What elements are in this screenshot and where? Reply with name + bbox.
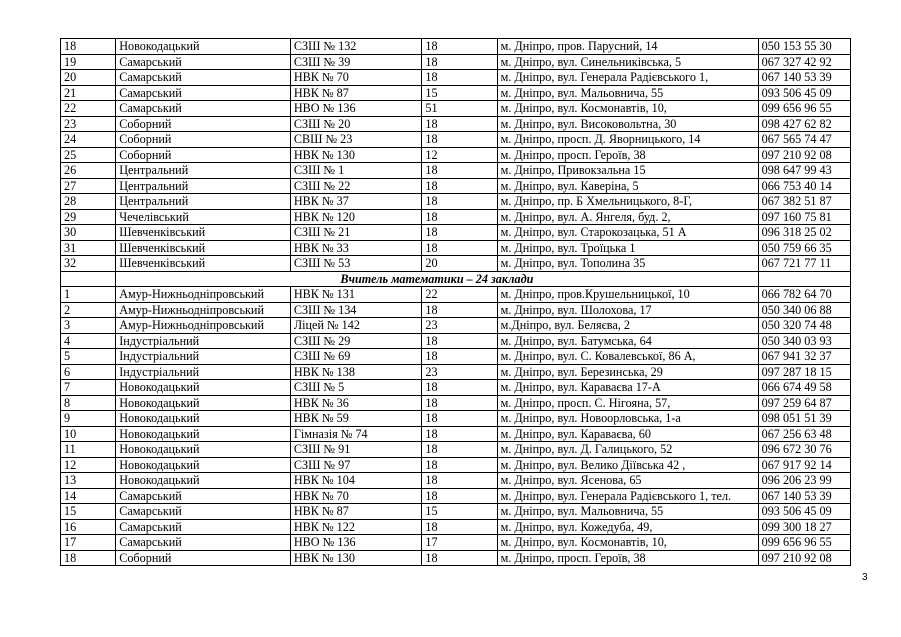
district-cell: Соборний [116,116,291,132]
address-cell: м. Дніпро, пров.Крушельницької, 10 [497,287,758,303]
count-cell: 51 [422,101,497,117]
school-cell: НВК № 33 [290,240,421,256]
count-cell: 18 [422,70,497,86]
address-cell: м. Дніпро, вул. Мальовнича, 55 [497,504,758,520]
district-cell: Новокодацький [116,457,291,473]
count-cell: 18 [422,39,497,55]
school-cell: НВК № 87 [290,504,421,520]
count-cell: 18 [422,163,497,179]
district-cell: Самарський [116,54,291,70]
district-cell: Новокодацький [116,442,291,458]
count-cell: 18 [422,54,497,70]
phone-cell: 066 782 64 70 [758,287,850,303]
table-row [61,209,851,225]
table-row [61,535,851,551]
count-cell: 23 [422,318,497,334]
table-row [61,519,851,535]
district-cell: Самарський [116,535,291,551]
phone-cell: 067 256 63 48 [758,426,850,442]
row-number-cell: 11 [61,442,116,458]
count-cell: 18 [422,132,497,148]
row-number-cell: 22 [61,101,116,117]
school-cell: НВК № 37 [290,194,421,210]
district-cell: Самарський [116,504,291,520]
row-number-cell: 7 [61,380,116,396]
phone-cell: 099 656 96 55 [758,101,850,117]
row-number-cell: 28 [61,194,116,210]
section-header-spacer [61,271,116,287]
district-cell: Індустріальний [116,364,291,380]
row-number-cell: 31 [61,240,116,256]
school-cell: СЗШ № 132 [290,39,421,55]
district-cell: Новокодацький [116,426,291,442]
table-row [61,116,851,132]
table-row [61,411,851,427]
school-cell: СЗШ № 22 [290,178,421,194]
address-cell: м. Дніпро, вул. Велико Діївська 42 , [497,457,758,473]
phone-cell: 097 287 18 15 [758,364,850,380]
school-cell: СЗШ № 5 [290,380,421,396]
school-cell: НВК № 122 [290,519,421,535]
count-cell: 18 [422,426,497,442]
district-cell: Самарський [116,519,291,535]
address-cell: м. Дніпро, вул. Каверіна, 5 [497,178,758,194]
district-cell: Амур-Нижньодніпровський [116,287,291,303]
count-cell: 18 [422,240,497,256]
phone-cell: 097 210 92 08 [758,550,850,566]
phone-cell: 093 506 45 09 [758,504,850,520]
address-cell: м. Дніпро, просп. С. Нігояна, 57, [497,395,758,411]
table-row [61,178,851,194]
row-number-cell: 18 [61,39,116,55]
address-cell: м. Дніпро, вул. С. Ковалевської, 86 А, [497,349,758,365]
table-row [61,101,851,117]
phone-cell: 067 140 53 39 [758,70,850,86]
phone-cell: 066 674 49 58 [758,380,850,396]
district-cell: Чечелівський [116,209,291,225]
school-cell: СЗШ № 53 [290,256,421,272]
school-cell: НВК № 130 [290,147,421,163]
school-cell: НВК № 87 [290,85,421,101]
count-cell: 18 [422,380,497,396]
address-cell: м. Дніпро, вул. Новоорловська, 1-а [497,411,758,427]
address-cell: м. Дніпро, вул. Космонавтів, 10, [497,535,758,551]
school-cell: СВШ № 23 [290,132,421,148]
school-cell: Ліцей № 142 [290,318,421,334]
district-cell: Самарський [116,70,291,86]
row-number-cell: 19 [61,54,116,70]
row-number-cell: 25 [61,147,116,163]
address-cell: м. Дніпро, вул. Батумська, 64 [497,333,758,349]
school-cell: НВК № 131 [290,287,421,303]
school-cell: НВК № 59 [290,411,421,427]
address-cell: м. Дніпро, вул. Космонавтів, 10, [497,101,758,117]
row-number-cell: 15 [61,504,116,520]
row-number-cell: 6 [61,364,116,380]
phone-cell: 099 656 96 55 [758,535,850,551]
school-cell: СЗШ № 1 [290,163,421,179]
district-cell: Самарський [116,101,291,117]
table-row [61,70,851,86]
address-cell: м. Дніпро, пров. Парусний, 14 [497,39,758,55]
row-number-cell: 4 [61,333,116,349]
district-cell: Новокодацький [116,39,291,55]
count-cell: 18 [422,225,497,241]
address-cell: м. Дніпро, вул. Троїцька 1 [497,240,758,256]
phone-cell: 050 759 66 35 [758,240,850,256]
address-cell: м. Дніпро, вул. Старокозацька, 51 А [497,225,758,241]
row-number-cell: 3 [61,318,116,334]
count-cell: 23 [422,364,497,380]
district-cell: Центральний [116,194,291,210]
count-cell: 22 [422,287,497,303]
table-row [61,302,851,318]
school-cell: СЗШ № 134 [290,302,421,318]
phone-cell: 067 327 42 92 [758,54,850,70]
table-row [61,256,851,272]
table-row [61,473,851,489]
phone-cell: 093 506 45 09 [758,85,850,101]
table-row [61,132,851,148]
row-number-cell: 30 [61,225,116,241]
table-row [61,287,851,303]
school-cell: НВО № 136 [290,101,421,117]
school-cell: НВК № 70 [290,488,421,504]
district-cell: Соборний [116,132,291,148]
table-row [61,147,851,163]
district-cell: Індустріальний [116,333,291,349]
phone-cell: 096 672 30 76 [758,442,850,458]
section-header-spacer [758,271,850,287]
row-number-cell: 8 [61,395,116,411]
table-row [61,457,851,473]
phone-cell: 099 300 18 27 [758,519,850,535]
district-cell: Амур-Нижньодніпровський [116,302,291,318]
row-number-cell: 1 [61,287,116,303]
school-cell: СЗШ № 29 [290,333,421,349]
address-cell: м. Дніпро, вул. А. Янгеля, буд. 2, [497,209,758,225]
address-cell: м. Дніпро, вул. Тополина 35 [497,256,758,272]
district-cell: Соборний [116,550,291,566]
count-cell: 18 [422,519,497,535]
phone-cell: 067 917 92 14 [758,457,850,473]
phone-cell: 067 565 74 47 [758,132,850,148]
count-cell: 17 [422,535,497,551]
table-body-part-2 [61,287,851,566]
phone-cell: 098 051 51 39 [758,411,850,427]
address-cell: м. Дніпро, вул. Д. Галицького, 52 [497,442,758,458]
address-cell: м. Дніпро, просп. Д. Яворницького, 14 [497,132,758,148]
count-cell: 18 [422,116,497,132]
row-number-cell: 27 [61,178,116,194]
district-cell: Індустріальний [116,349,291,365]
count-cell: 18 [422,488,497,504]
district-cell: Новокодацький [116,411,291,427]
count-cell: 18 [422,395,497,411]
count-cell: 18 [422,442,497,458]
table-row [61,426,851,442]
row-number-cell: 10 [61,426,116,442]
count-cell: 18 [422,209,497,225]
phone-cell: 096 318 25 02 [758,225,850,241]
table-row [61,39,851,55]
address-cell: м. Дніпро, вул. Березинська, 29 [497,364,758,380]
count-cell: 18 [422,473,497,489]
school-cell: НВК № 104 [290,473,421,489]
phone-cell: 067 721 77 11 [758,256,850,272]
district-cell: Центральний [116,178,291,194]
row-number-cell: 20 [61,70,116,86]
row-number-cell: 17 [61,535,116,551]
district-cell: Шевченківський [116,225,291,241]
count-cell: 15 [422,85,497,101]
count-cell: 18 [422,550,497,566]
phone-cell: 067 941 32 37 [758,349,850,365]
school-cell: НВК № 120 [290,209,421,225]
table-row [61,349,851,365]
address-cell: м. Дніпро, вул. Ясенова, 65 [497,473,758,489]
row-number-cell: 2 [61,302,116,318]
count-cell: 18 [422,333,497,349]
address-cell: м. Дніпро, Привокзальна 15 [497,163,758,179]
phone-cell: 098 647 99 43 [758,163,850,179]
school-cell: НВК № 138 [290,364,421,380]
count-cell: 18 [422,178,497,194]
count-cell: 12 [422,147,497,163]
address-cell: м. Дніпро, вул. Синельниківська, 5 [497,54,758,70]
school-cell: НВК № 130 [290,550,421,566]
table-row [61,550,851,566]
row-number-cell: 9 [61,411,116,427]
section-header-group [61,271,851,287]
district-cell: Новокодацький [116,380,291,396]
table-row [61,333,851,349]
row-number-cell: 12 [61,457,116,473]
address-cell: м. Дніпро, вул. Шолохова, 17 [497,302,758,318]
count-cell: 18 [422,349,497,365]
phone-cell: 097 259 64 87 [758,395,850,411]
district-cell: Новокодацький [116,395,291,411]
school-cell: НВО № 136 [290,535,421,551]
address-cell: м. Дніпро, просп. Героїв, 38 [497,550,758,566]
district-cell: Новокодацький [116,473,291,489]
address-cell: м. Дніпро, вул. Генерала Радієвського 1, [497,70,758,86]
address-cell: м.Дніпро, вул. Беляєва, 2 [497,318,758,334]
table-row [61,364,851,380]
district-cell: Самарський [116,488,291,504]
count-cell: 18 [422,302,497,318]
address-cell: м. Дніпро, вул. Караваєва 17-А [497,380,758,396]
schools-table [60,38,851,566]
row-number-cell: 16 [61,519,116,535]
phone-cell: 066 753 40 14 [758,178,850,194]
phone-cell: 098 427 62 82 [758,116,850,132]
count-cell: 18 [422,411,497,427]
district-cell: Шевченківський [116,240,291,256]
school-cell: Гімназія № 74 [290,426,421,442]
phone-cell: 097 160 75 81 [758,209,850,225]
row-number-cell: 32 [61,256,116,272]
row-number-cell: 13 [61,473,116,489]
school-cell: СЗШ № 39 [290,54,421,70]
district-cell: Центральний [116,163,291,179]
table-row [61,488,851,504]
address-cell: м. Дніпро, вул. Генерала Радієвського 1, тел. [497,488,758,504]
phone-cell: 050 340 03 93 [758,333,850,349]
table-row [61,380,851,396]
address-cell: м. Дніпро, вул. Караваєва, 60 [497,426,758,442]
phone-cell: 050 153 55 30 [758,39,850,55]
table-body-part-1 [61,39,851,272]
table-row [61,54,851,70]
table-row [61,194,851,210]
row-number-cell: 5 [61,349,116,365]
school-cell: НВК № 70 [290,70,421,86]
phone-cell: 067 382 51 87 [758,194,850,210]
count-cell: 18 [422,194,497,210]
table-row [61,318,851,334]
table-row [61,504,851,520]
count-cell: 18 [422,457,497,473]
phone-cell: 097 210 92 08 [758,147,850,163]
row-number-cell: 29 [61,209,116,225]
school-cell: СЗШ № 69 [290,349,421,365]
section-header-row [61,271,851,287]
page-number: 3 [862,572,868,583]
address-cell: м. Дніпро, пр. Б Хмельницького, 8-Г, [497,194,758,210]
phone-cell: 067 140 53 39 [758,488,850,504]
district-cell: Самарський [116,85,291,101]
school-cell: НВК № 36 [290,395,421,411]
table-row [61,85,851,101]
row-number-cell: 21 [61,85,116,101]
table-row [61,395,851,411]
count-cell: 15 [422,504,497,520]
row-number-cell: 23 [61,116,116,132]
row-number-cell: 14 [61,488,116,504]
phone-cell: 050 320 74 48 [758,318,850,334]
count-cell: 20 [422,256,497,272]
table-row [61,163,851,179]
phone-cell: 096 206 23 99 [758,473,850,489]
school-cell: СЗШ № 20 [290,116,421,132]
school-cell: СЗШ № 97 [290,457,421,473]
district-cell: Амур-Нижньодніпровський [116,318,291,334]
table-row [61,442,851,458]
row-number-cell: 24 [61,132,116,148]
address-cell: м. Дніпро, просп. Героїв, 38 [497,147,758,163]
row-number-cell: 26 [61,163,116,179]
district-cell: Шевченківський [116,256,291,272]
district-cell: Соборний [116,147,291,163]
phone-cell: 050 340 06 88 [758,302,850,318]
school-cell: СЗШ № 21 [290,225,421,241]
address-cell: м. Дніпро, вул. Високовольтна, 30 [497,116,758,132]
row-number-cell: 18 [61,550,116,566]
table-row [61,225,851,241]
address-cell: м. Дніпро, вул. Мальовнича, 55 [497,85,758,101]
school-cell: СЗШ № 91 [290,442,421,458]
section-title: Вчитель математики – 24 заклади [116,271,758,287]
table-row [61,240,851,256]
address-cell: м. Дніпро, вул. Кожедуба, 49, [497,519,758,535]
